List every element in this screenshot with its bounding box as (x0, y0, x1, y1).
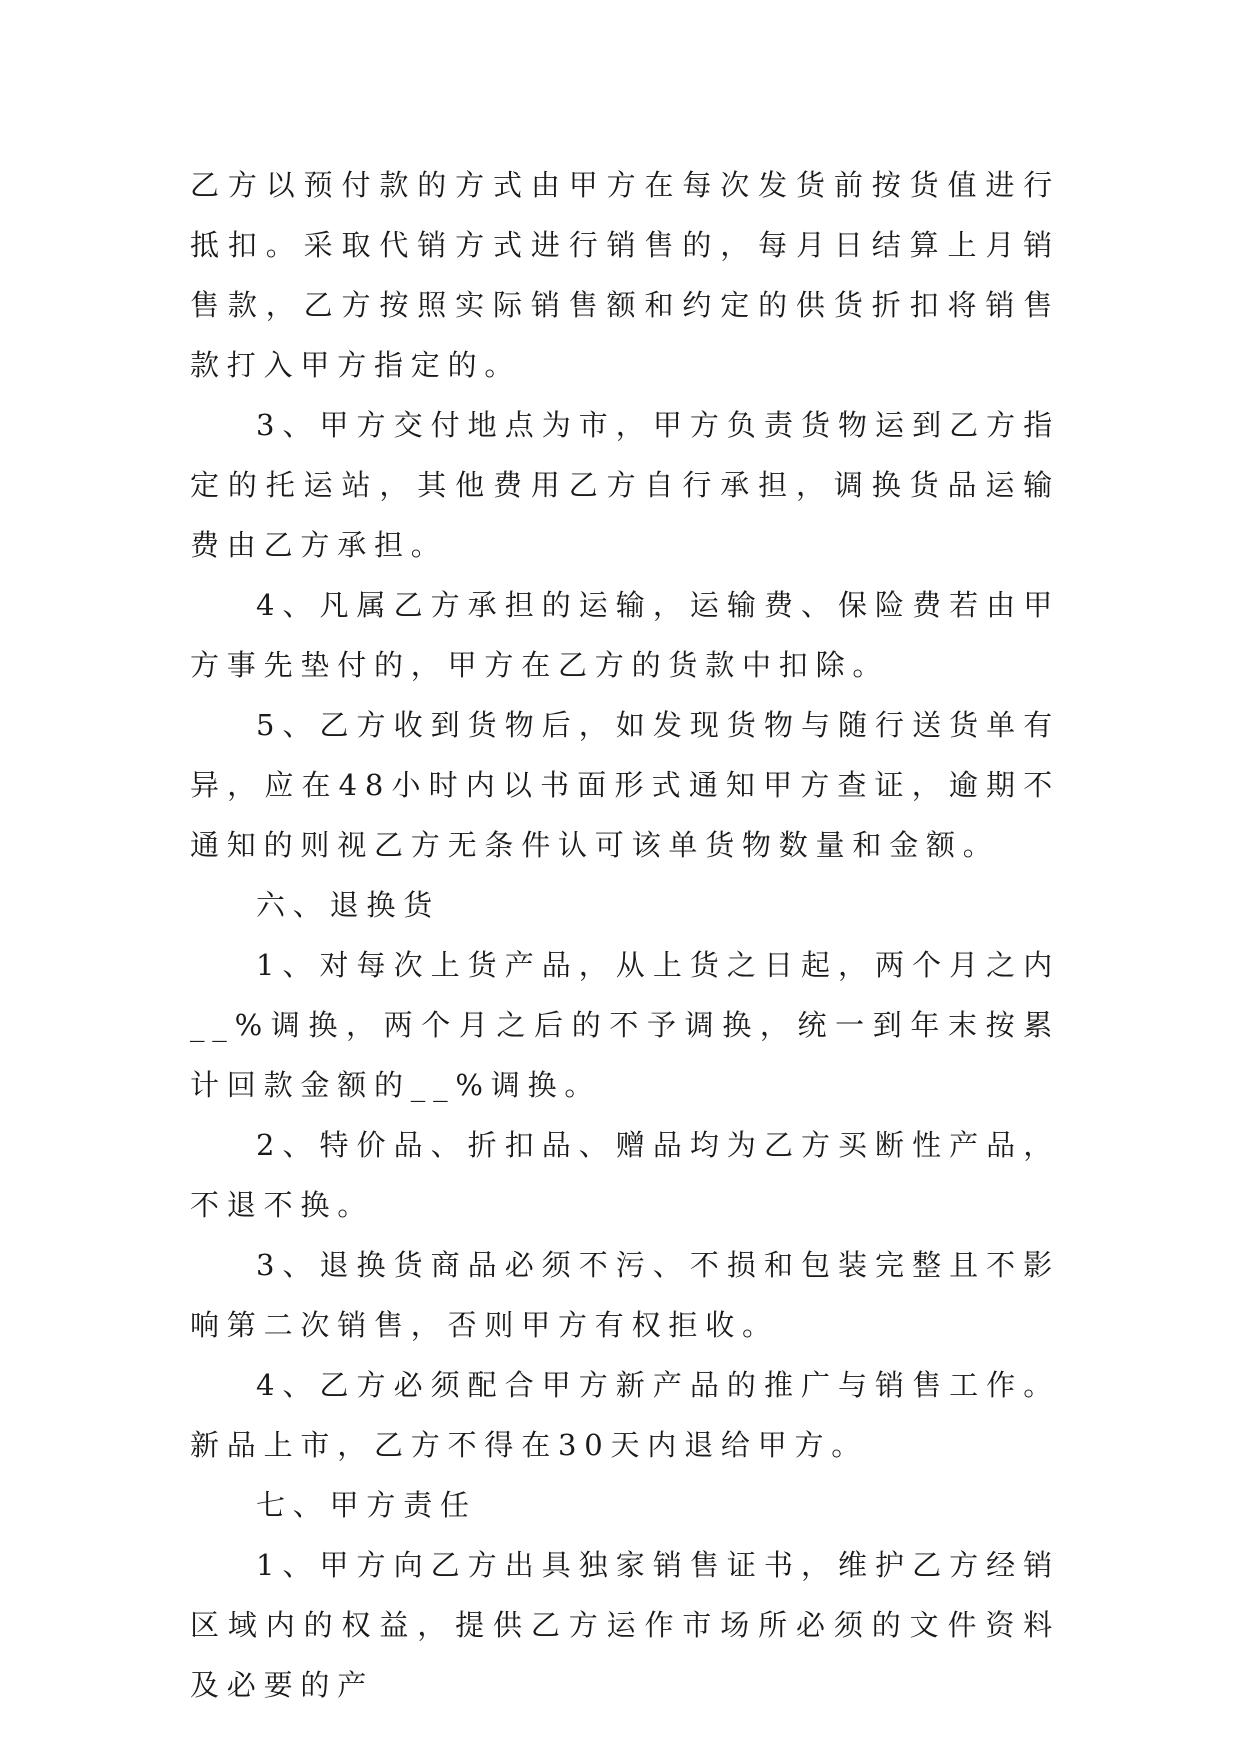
paragraph-exchange-period: 1、对每次上货产品，从上货之日起，两个月之内__%调换，两个月之后的不予调换，统一到年末按累计回款金额的__%调换。 (190, 948, 1060, 1102)
paragraph-return-condition: 3、退换货商品必须不污、不损和包装完整且不影响第二次销售，否则甲方有权拒收。 (190, 1248, 1060, 1342)
document-page (190, 155, 1060, 1715)
paragraph-goods-inspection: 5、乙方收到货物后，如发现货物与随行送货单有异，应在48小时内以书面形式通知甲方查证，逾期不通知的则视乙方无条件认可该单货物数量和金额。 (190, 708, 1060, 862)
section-heading-party-a-duties: 七、甲方责任 (256, 1488, 477, 1522)
section-heading-returns: 六、退换货 (256, 888, 441, 922)
paragraph-delivery-location: 3、甲方交付地点为市，甲方负责货物运到乙方指定的托运站，其他费用乙方自行承担，调换货品运输费由乙方承担。 (190, 408, 1060, 562)
paragraph-exclusive-certificate: 1、甲方向乙方出具独家销售证书，维护乙方经销区域内的权益，提供乙方运作市场所必须的文件资料及必要的产 (190, 1548, 1060, 1702)
paragraph-special-items: 2、特价品、折扣品、赠品均为乙方买断性产品，不退不换。 (190, 1128, 1060, 1222)
paragraph-transport-costs: 4、凡属乙方承担的运输，运输费、保险费若由甲方事先垫付的，甲方在乙方的货款中扣除。 (190, 588, 1060, 682)
paragraph-settlement: 乙方以预付款的方式由甲方在每次发货前按货值进行抵扣。采取代销方式进行销售的，每月日结算上月销售款，乙方按照实际销售额和约定的供货折扣将销售款打入甲方指定的。 (190, 168, 1060, 382)
paragraph-new-products: 4、乙方必须配合甲方新产品的推广与销售工作。新品上市，乙方不得在30天内退给甲方。 (190, 1368, 1060, 1462)
